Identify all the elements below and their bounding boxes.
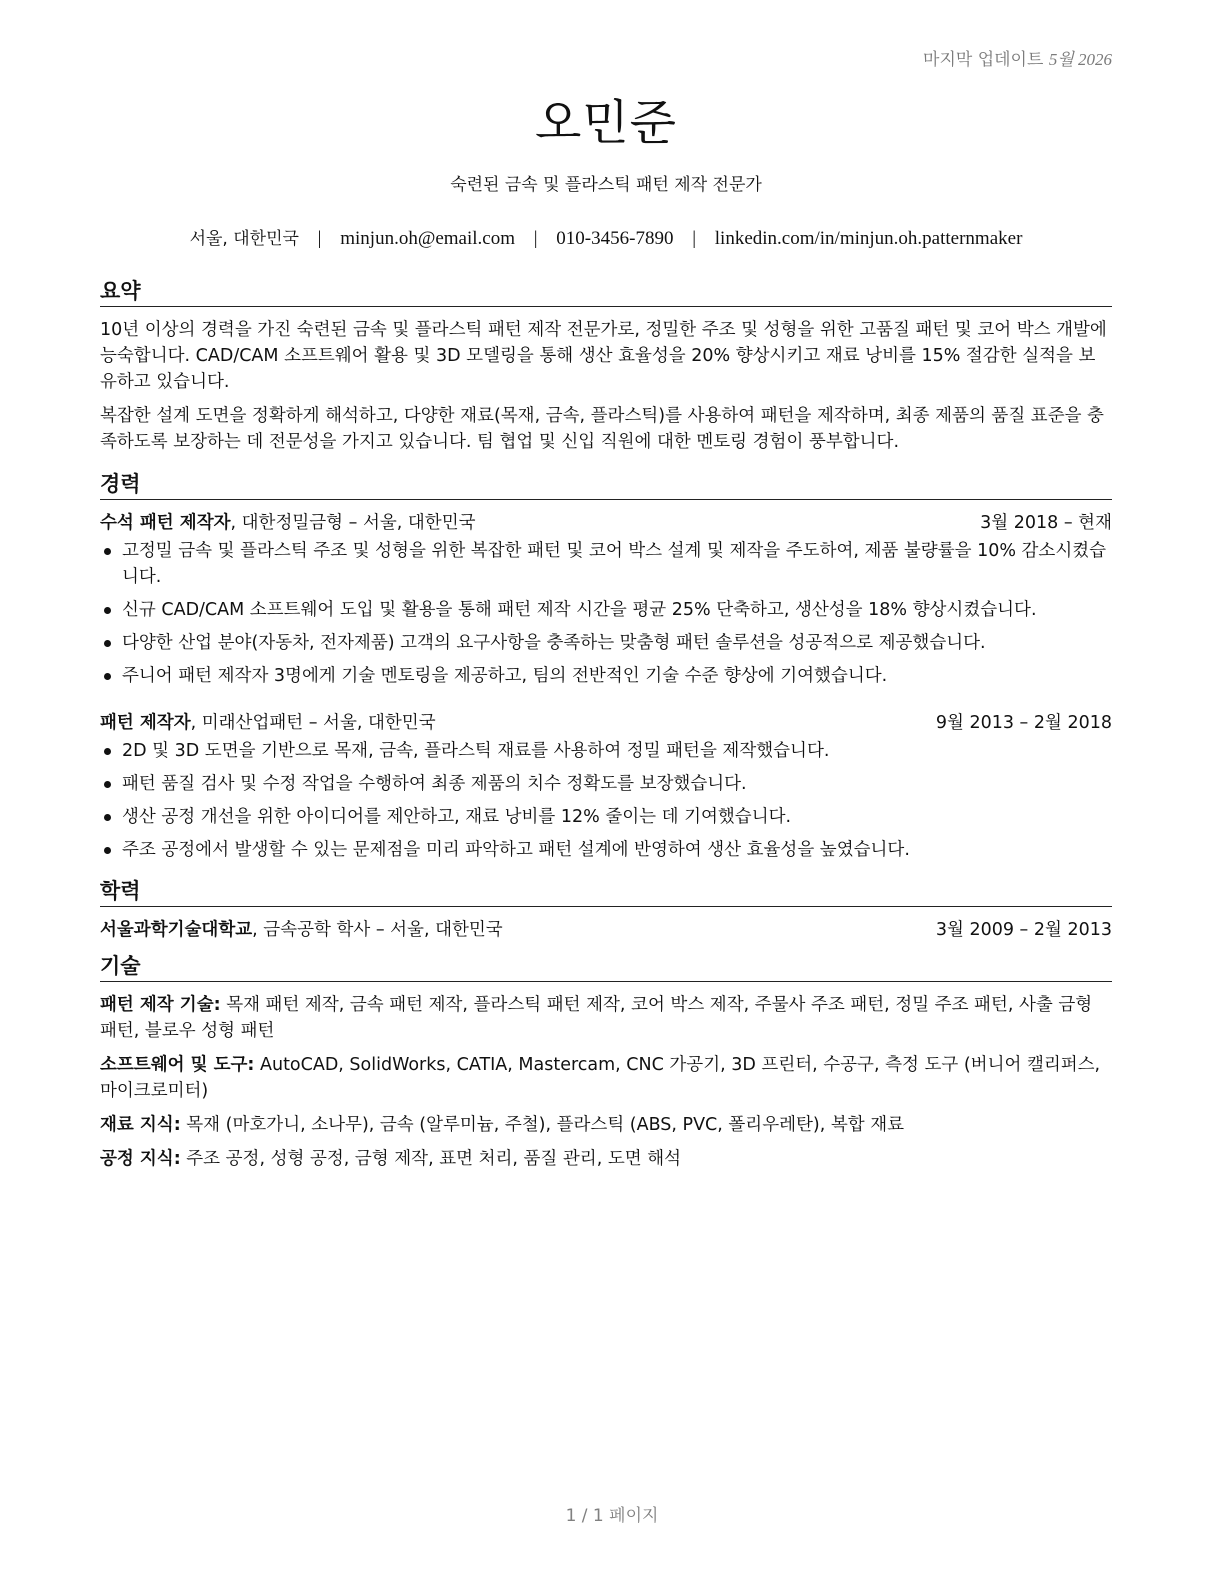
resume-content	[100, 276, 1112, 1180]
job-role: 패턴 제작자	[100, 713, 191, 733]
education-dates: 3월 2009 – 2월 2013	[935, 920, 1112, 940]
skill-label: 공정 지식:	[100, 1149, 181, 1169]
summary-paragraph: 복잡한 설계 도면을 정확하게 해석하고, 다양한 재료(목재, 금속, 플라스틱)를 사용하여 패턴을 제작하며, 최종 제품의 품질 표준을 충족하도록 보장하는 데 전문성을 가지고 있습니다. 팀 협업 및 신입 직원에 대한 멘토링 경험이 풍부합니다.	[100, 406, 1104, 452]
job-header	[100, 710, 1112, 736]
education-school: 서울과학기술대학교	[100, 920, 253, 940]
last-updated	[923, 45, 1112, 70]
job-company: , 대한정밀금형 – 서울, 대한민국	[230, 513, 476, 533]
contact-separator: |	[317, 228, 322, 249]
candidate-name: 오민준	[534, 95, 678, 151]
page-indicator: 1 / 1 페이지	[565, 1506, 659, 1526]
job-bullet: 패턴 품질 검사 및 수정 작업을 수행하여 최종 제품의 치수 정확도를 보장했습니다.	[100, 771, 1112, 797]
skill-value: 목재 패턴 제작, 금속 패턴 제작, 플라스틱 패턴 제작, 코어 박스 제작, 주물사 주조 패턴, 정밀 주조 패턴, 사출 금형 패턴, 블로우 성형 패턴	[100, 995, 1093, 1041]
skill-value: 목재 (마호가니, 소나무), 금속 (알루미늄, 주철), 플라스틱 (ABS, PVC, 폴리우레탄), 복합 재료	[180, 1115, 905, 1135]
contact-linkedin[interactable]: linkedin.com/in/minjun.oh.patternmaker	[714, 228, 1023, 249]
job-header	[100, 510, 1112, 536]
skill-label: 패턴 제작 기술:	[100, 995, 221, 1015]
skill-line	[100, 1052, 1112, 1104]
summary-section-title: 요약	[100, 276, 1112, 307]
contact-email[interactable]: minjun.oh@email.com	[340, 228, 515, 249]
skill-line	[100, 992, 1112, 1044]
job-dates: 9월 2013 – 2월 2018	[935, 713, 1112, 733]
experience-section-title: 경력	[100, 469, 1112, 500]
contact-separator: |	[533, 228, 538, 249]
skill-value: AutoCAD, SolidWorks, CATIA, Mastercam, CNC 가공기, 3D 프린터, 수공구, 측정 도구 (버니어 캘리퍼스, 마이크로미터)	[100, 1055, 1101, 1101]
job-bullet: 생산 공정 개선을 위한 아이디어를 제안하고, 재료 낭비를 12% 줄이는 데 기여했습니다.	[100, 804, 1112, 830]
job-bullet: 고정밀 금속 및 플라스틱 주조 및 성형을 위한 복잡한 패턴 및 코어 박스 설계 및 제작을 주도하여, 제품 불량률을 10% 감소시켰습니다.	[100, 538, 1112, 590]
job-bullet: 다양한 산업 분야(자동차, 전자제품) 고객의 요구사항을 충족하는 맞춤형 패턴 솔루션을 성공적으로 제공했습니다.	[100, 630, 1112, 656]
last-updated-label: 마지막 업데이트	[923, 50, 1044, 70]
job-dates: 3월 2018 – 현재	[980, 513, 1112, 533]
skill-line	[100, 1146, 1112, 1172]
job-bullet: 신규 CAD/CAM 소프트웨어 도입 및 활용을 통해 패턴 제작 시간을 평균 25% 단축하고, 생산성을 18% 향상시켰습니다.	[100, 597, 1112, 623]
skills-section-title: 기술	[100, 951, 1112, 982]
skill-line	[100, 1112, 1112, 1138]
job-title-line	[100, 710, 436, 736]
job-title-line	[100, 510, 476, 536]
skill-value: 주조 공정, 성형 공정, 금형 제작, 표면 처리, 품질 관리, 도면 해석	[180, 1149, 682, 1169]
education-title-line	[100, 917, 503, 943]
skill-label: 재료 지식:	[100, 1115, 181, 1135]
contact-phone: 010-3456-7890	[556, 228, 674, 249]
contact-location: 서울, 대한민국	[189, 229, 299, 249]
candidate-tagline: 숙련된 금속 및 플라스틱 패턴 제작 전문가	[450, 175, 762, 195]
summary-paragraph: 10년 이상의 경력을 가진 숙련된 금속 및 플라스틱 패턴 제작 전문가로, 정밀한 주조 및 성형을 위한 고품질 패턴 및 코어 박스 개발에 능숙합니다. CAD/CAM 소프트웨어 활용 및 3D 모델링을 통해 생산 효율성을 20% 향상시키고 재료 낭비를 15% 절감한 실적을 보유하고 있습니다.	[100, 320, 1107, 392]
contact-line	[100, 224, 1112, 250]
job-bullets	[100, 538, 1112, 689]
job-bullets	[100, 738, 1112, 863]
education-degree: , 금속공학 학사 – 서울, 대한민국	[252, 920, 503, 940]
education-entry	[100, 917, 1112, 943]
contact-separator: |	[692, 228, 697, 249]
job-bullet: 주조 공정에서 발생할 수 있는 문제점을 미리 파악하고 패턴 설계에 반영하여 생산 효율성을 높였습니다.	[100, 837, 1112, 863]
job-bullet: 2D 및 3D 도면을 기반으로 목재, 금속, 플라스틱 재료를 사용하여 정밀 패턴을 제작했습니다.	[100, 738, 1112, 764]
job-bullet: 주니어 패턴 제작자 3명에게 기술 멘토링을 제공하고, 팀의 전반적인 기술 수준 향상에 기여했습니다.	[100, 663, 1112, 689]
job-role: 수석 패턴 제작자	[100, 513, 231, 533]
last-updated-date: 5월 2026	[1048, 50, 1112, 69]
skill-label: 소프트웨어 및 도구:	[100, 1055, 255, 1075]
education-section-title: 학력	[100, 876, 1112, 907]
job-company: , 미래산업패턴 – 서울, 대한민국	[190, 713, 436, 733]
